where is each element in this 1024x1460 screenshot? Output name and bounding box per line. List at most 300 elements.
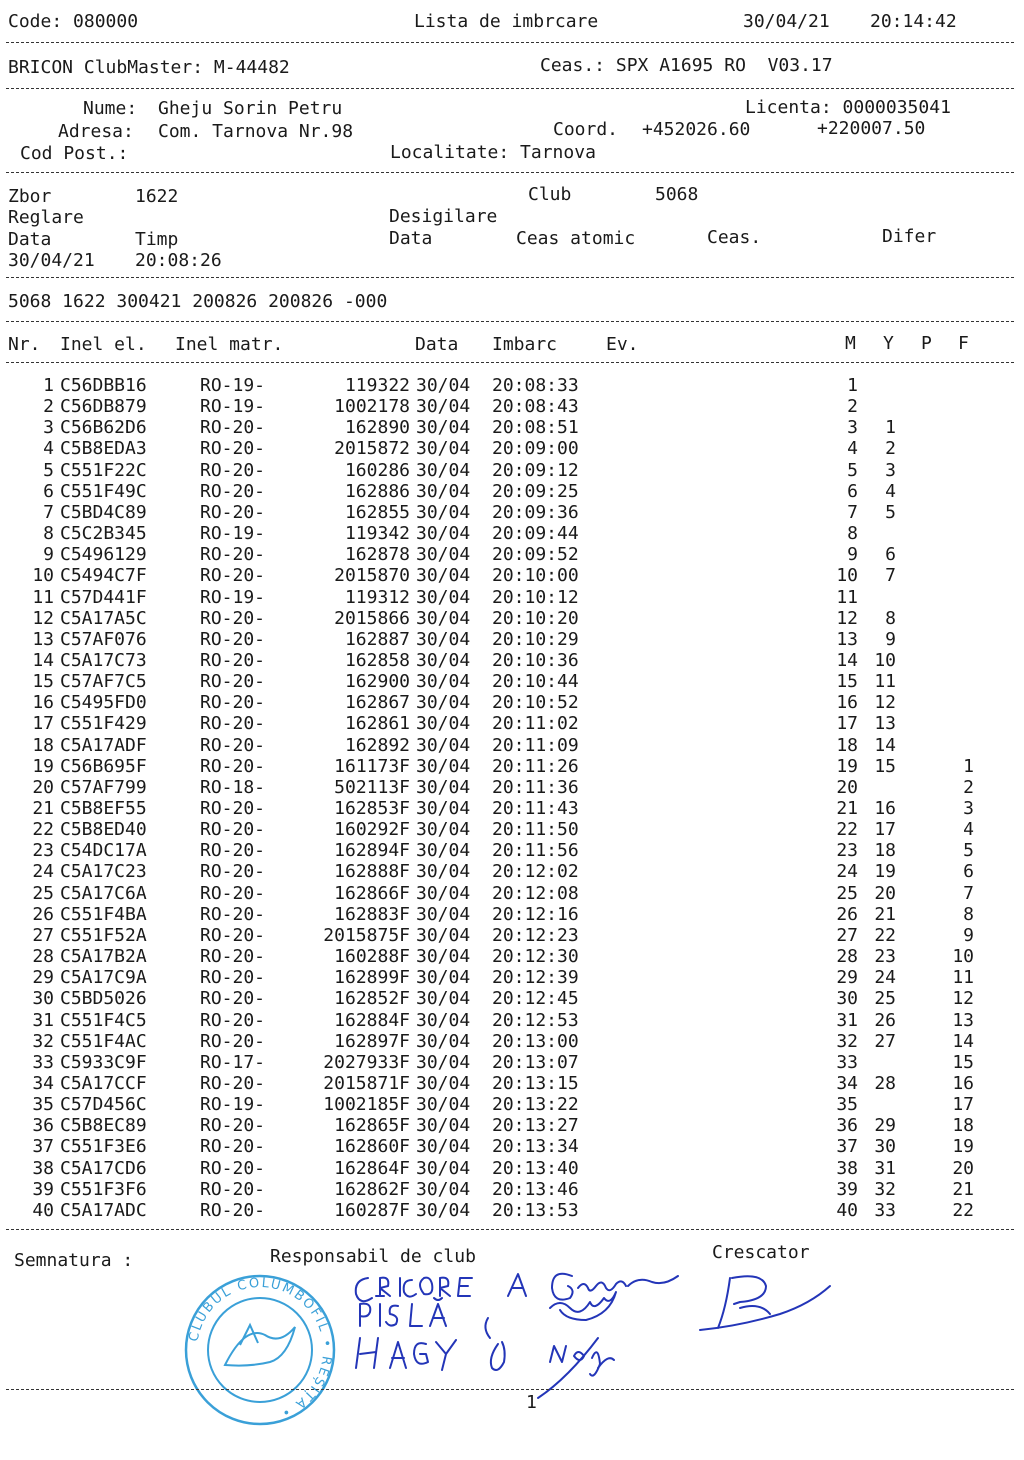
cell-time: 20:11:56 [492,840,579,862]
reglare-label: Reglare [8,207,84,228]
table-row [0,798,1024,819]
cell-time: 20:12:23 [492,924,579,946]
cell-m: 15 [836,671,858,693]
cell-nr: 1 [43,375,54,396]
breeder-label: Crescator [712,1242,810,1263]
cell-pre: RO-20- [200,692,266,714]
cell-nr: 20 [32,776,54,798]
cell-pre: RO-19- [200,523,266,545]
data-label: Data [8,229,52,250]
cell-time: 20:11:36 [492,776,579,798]
table-row [0,1179,1024,1200]
cell-num: 162900 [344,671,410,693]
cell-el: C551F3E6 [60,1136,147,1158]
cell-date: 30/04 [416,861,471,883]
cell-nr: 34 [32,1072,54,1094]
cell-f: 3 [963,798,974,819]
cell-time: 20:13:15 [492,1072,579,1094]
cell-num: 161173F [334,755,410,777]
cell-num: 2027933F [323,1051,410,1073]
cell-date: 30/04 [416,1094,471,1116]
cell-el: C5A17C6A [60,882,147,904]
table-row [0,481,1024,502]
cell-nr: 30 [32,988,54,1010]
table-row [0,565,1024,586]
table-row [0,438,1024,459]
cell-time: 20:09:12 [492,459,579,481]
cell-y: 14 [874,734,896,756]
cell-num: 162899F [334,967,410,989]
cell-num: 162858 [344,649,410,671]
cell-el: C5A17ADC [60,1199,147,1221]
table-row [0,671,1024,692]
cell-y: 26 [874,1009,896,1031]
cell-el: C5BD4C89 [60,501,147,523]
cell-pre: RO-19- [200,586,266,608]
cell-m: 3 [847,417,858,439]
cell-time: 20:13:00 [492,1030,579,1052]
cell-pre: RO-20- [200,417,266,439]
col-imbarc: Imbarc [492,334,558,355]
cell-m: 2 [847,396,858,418]
table-row [0,608,1024,629]
cell-el: C56B62D6 [60,417,147,439]
cell-num: 162890 [344,417,410,439]
cell-time: 20:13:46 [492,1178,579,1200]
cell-y: 3 [885,459,896,481]
cell-y: 24 [874,967,896,989]
table-row [0,735,1024,756]
cell-date: 30/04 [416,924,471,946]
cell-f: 7 [963,882,974,904]
cell-el: C5933C9F [60,1051,147,1073]
locality: Localitate: Tarnova [390,142,596,163]
col-inel-el: Inel el. [60,334,147,355]
cell-f: 13 [952,1009,974,1031]
cell-m: 33 [836,1051,858,1073]
cell-nr: 40 [32,1199,54,1221]
cell-el: C5A17C23 [60,861,147,883]
cell-f: 17 [952,1094,974,1116]
cell-f: 16 [952,1072,974,1094]
cell-el: C5A17CD6 [60,1157,147,1179]
cell-y: 29 [874,1115,896,1137]
cell-y: 8 [885,607,896,629]
cell-time: 20:13:22 [492,1094,579,1116]
doc-time: 20:14:42 [870,11,957,32]
cell-num: 1002178 [334,396,410,418]
zbor-label: Zbor [8,186,52,207]
cell-time: 20:12:45 [492,988,579,1010]
cell-time: 20:08:33 [492,375,579,396]
table-row [0,629,1024,650]
cell-pre: RO-20- [200,967,266,989]
cell-num: 160288F [334,946,410,968]
cell-y: 9 [885,628,896,650]
cell-num: 162855 [344,501,410,523]
cell-num: 162894F [334,840,410,862]
col-y: Y [883,333,894,354]
cell-m: 11 [836,586,858,608]
coord-lat: +452026.60 [642,119,751,140]
cell-nr: 31 [32,1009,54,1031]
cell-date: 30/04 [416,607,471,629]
cell-f: 1 [963,755,974,777]
cell-f: 22 [952,1199,974,1221]
cell-time: 20:11:26 [492,755,579,777]
cell-date: 30/04 [416,586,471,608]
data2-label: Data [389,228,433,249]
cell-date: 30/04 [416,628,471,650]
cell-f: 21 [952,1178,974,1200]
divider [6,42,1014,43]
cell-pre: RO-20- [200,459,266,481]
cell-m: 28 [836,946,858,968]
cell-num: 2015866 [334,607,410,629]
coord-label: Coord. [553,119,619,140]
divider [6,321,1014,322]
table-row [0,502,1024,523]
cell-time: 20:09:00 [492,438,579,460]
cell-time: 20:11:09 [492,734,579,756]
cell-time: 20:12:02 [492,861,579,883]
cell-num: 162887 [344,628,410,650]
cell-el: C5A17CCF [60,1072,147,1094]
club-responsible-label: Responsabil de club [270,1246,476,1267]
cell-date: 30/04 [416,671,471,693]
divider [6,362,1014,363]
cell-date: 30/04 [416,649,471,671]
cell-el: C5BD5026 [60,988,147,1010]
cell-time: 20:12:39 [492,967,579,989]
cell-time: 20:09:36 [492,501,579,523]
cell-pre: RO-20- [200,1030,266,1052]
cell-nr: 32 [32,1030,54,1052]
cell-y: 27 [874,1030,896,1052]
cell-pre: RO-20- [200,628,266,650]
cell-m: 39 [836,1178,858,1200]
cell-date: 30/04 [416,565,471,587]
cell-date: 30/04 [416,501,471,523]
cell-el: C5A17C9A [60,967,147,989]
cell-y: 33 [874,1199,896,1221]
desigilare-label: Desigilare [389,206,498,227]
table-row [0,1158,1024,1179]
cell-num: 162892 [344,734,410,756]
table-row [0,756,1024,777]
cell-m: 29 [836,967,858,989]
divider [6,172,1014,173]
cell-f: 8 [963,903,974,925]
cell-date: 30/04 [416,480,471,502]
cell-m: 40 [836,1199,858,1221]
divider [6,1229,1014,1230]
cell-nr: 2 [43,396,54,418]
cell-nr: 17 [32,713,54,735]
cell-num: 160292F [334,819,410,841]
col-nr: Nr. [8,334,41,355]
cell-time: 20:11:43 [492,798,579,819]
cell-y: 25 [874,988,896,1010]
cell-nr: 11 [32,586,54,608]
cell-y: 20 [874,882,896,904]
cell-nr: 13 [32,628,54,650]
owner-address: Com. Tarnova Nr.98 [158,121,354,142]
cell-el: C5A17A5C [60,607,147,629]
postal-code: Cod Post.: [20,143,129,164]
timp-label: Timp [135,229,179,250]
cell-nr: 36 [32,1115,54,1137]
cell-date: 30/04 [416,946,471,968]
col-data: Data [415,334,459,355]
cell-num: 2015875F [323,924,410,946]
table-row [0,988,1024,1009]
divider [6,88,1014,89]
cell-y: 19 [874,861,896,883]
cell-pre: RO-20- [200,1157,266,1179]
cell-y: 6 [885,544,896,566]
cell-date: 30/04 [416,967,471,989]
cell-pre: RO-20- [200,734,266,756]
cell-f: 2 [963,776,974,798]
cell-pre: RO-20- [200,1199,266,1221]
cell-pre: RO-20- [200,903,266,925]
cell-y: 11 [874,671,896,693]
cell-num: 162878 [344,544,410,566]
cell-nr: 3 [43,417,54,439]
cell-pre: RO-20- [200,438,266,460]
clock-id: Ceas.: SPX A1695 RO V03.17 [540,55,833,76]
cell-date: 30/04 [416,840,471,862]
cell-f: 4 [963,819,974,841]
table-row [0,1115,1024,1136]
cell-num: 160287F [334,1199,410,1221]
table-row [0,819,1024,840]
cell-el: C57AF076 [60,628,147,650]
cell-pre: RO-20- [200,882,266,904]
table-row [0,967,1024,988]
cell-nr: 16 [32,692,54,714]
svg-text:CLUBUL COLUMBOFIL • REȘIȚA •: CLUBUL COLUMBOFIL • REȘIȚA • [186,1275,335,1421]
cell-f: 14 [952,1030,974,1052]
cell-num: 162861 [344,713,410,735]
table-row [0,1073,1024,1094]
signature-label: Semnatura : [14,1250,134,1271]
club-label: Club [528,184,572,205]
cell-m: 19 [836,755,858,777]
table-row [0,713,1024,734]
cell-pre: RO-20- [200,1178,266,1200]
cell-nr: 37 [32,1136,54,1158]
cell-pre: RO-20- [200,607,266,629]
cell-m: 12 [836,607,858,629]
doc-code: Code: 080000 [8,11,139,32]
cell-m: 27 [836,924,858,946]
cell-f: 20 [952,1157,974,1179]
cell-date: 30/04 [416,438,471,460]
cell-f: 9 [963,924,974,946]
doc-title: Lista de imbrcare [414,11,599,32]
page-number: 1 [526,1392,537,1413]
cell-el: C57AF799 [60,776,147,798]
cell-m: 31 [836,1009,858,1031]
cell-time: 20:09:25 [492,480,579,502]
cell-pre: RO-18- [200,776,266,798]
cell-el: C54DC17A [60,840,147,862]
cell-m: 7 [847,501,858,523]
cell-m: 34 [836,1072,858,1094]
cell-el: C5B8ED40 [60,819,147,841]
cell-pre: RO-19- [200,1094,266,1116]
cell-el: C5A17B2A [60,946,147,968]
cell-time: 20:08:51 [492,417,579,439]
cell-date: 30/04 [416,1157,471,1179]
address-label: Adresa: [58,121,134,142]
table-row [0,396,1024,417]
cell-num: 162860F [334,1136,410,1158]
name-label: Nume: [83,98,138,119]
cell-num: 2015871F [323,1072,410,1094]
cell-el: C551F3F6 [60,1178,147,1200]
cell-y: 28 [874,1072,896,1094]
cell-el: C5B8EF55 [60,798,147,819]
cell-num: 162883F [334,903,410,925]
cell-pre: RO-20- [200,988,266,1010]
cell-y: 2 [885,438,896,460]
cell-num: 162886 [344,480,410,502]
cell-time: 20:10:00 [492,565,579,587]
cell-y: 31 [874,1157,896,1179]
cell-m: 26 [836,903,858,925]
flight-code-line: 5068 1622 300421 200826 200826 -000 [8,291,388,312]
table-row [0,946,1024,967]
cell-pre: RO-19- [200,375,266,396]
cell-num: 162884F [334,1009,410,1031]
cell-date: 30/04 [416,375,471,396]
table-row [0,523,1024,544]
cell-nr: 26 [32,903,54,925]
cell-time: 20:12:16 [492,903,579,925]
cell-m: 5 [847,459,858,481]
cell-pre: RO-20- [200,671,266,693]
table-row [0,544,1024,565]
cell-time: 20:12:30 [492,946,579,968]
table-row [0,1200,1024,1221]
cell-time: 20:11:50 [492,819,579,841]
cell-m: 36 [836,1115,858,1137]
cell-num: 2015872 [334,438,410,460]
cell-el: C551F4BA [60,903,147,925]
cell-pre: RO-20- [200,755,266,777]
reg-date: 30/04/21 [8,250,95,271]
ceas-atomic-label: Ceas atomic [516,228,636,249]
cell-f: 19 [952,1136,974,1158]
cell-nr: 24 [32,861,54,883]
cell-f: 12 [952,988,974,1010]
table-row [0,925,1024,946]
cell-y: 10 [874,649,896,671]
cell-el: C5A17C73 [60,649,147,671]
cell-f: 18 [952,1115,974,1137]
cell-num: 162853F [334,798,410,819]
cell-num: 2015870 [334,565,410,587]
cell-pre: RO-20- [200,924,266,946]
cell-time: 20:10:12 [492,586,579,608]
cell-y: 5 [885,501,896,523]
cell-m: 21 [836,798,858,819]
cell-time: 20:13:07 [492,1051,579,1073]
cell-date: 30/04 [416,544,471,566]
cell-el: C56DBB16 [60,375,147,396]
table-row [0,1031,1024,1052]
cell-m: 32 [836,1030,858,1052]
cell-pre: RO-20- [200,798,266,819]
cell-num: 160286 [344,459,410,481]
cell-nr: 7 [43,501,54,523]
cell-date: 30/04 [416,713,471,735]
cell-date: 30/04 [416,882,471,904]
cell-nr: 23 [32,840,54,862]
cell-date: 30/04 [416,1136,471,1158]
club-value: 5068 [655,184,699,205]
cell-m: 14 [836,649,858,671]
cell-time: 20:12:08 [492,882,579,904]
cell-m: 37 [836,1136,858,1158]
col-f: F [958,333,969,354]
table-row [0,904,1024,925]
cell-el: C57D441F [60,586,147,608]
cell-m: 13 [836,628,858,650]
cell-m: 9 [847,544,858,566]
table-row [0,861,1024,882]
cell-el: C5B8EDA3 [60,438,147,460]
cell-el: C5A17ADF [60,734,147,756]
handwritten-signatures-icon [340,1258,860,1418]
cell-date: 30/04 [416,903,471,925]
cell-y: 22 [874,924,896,946]
cell-nr: 14 [32,649,54,671]
club-master: BRICON ClubMaster: M-44482 [8,57,290,78]
cell-pre: RO-20- [200,713,266,735]
cell-time: 20:10:36 [492,649,579,671]
cell-pre: RO-20- [200,1072,266,1094]
cell-y: 4 [885,480,896,502]
cell-pre: RO-20- [200,840,266,862]
cell-el: C56B695F [60,755,147,777]
cell-time: 20:08:43 [492,396,579,418]
cell-time: 20:13:53 [492,1199,579,1221]
licence: Licenta: 0000035041 [745,97,951,118]
table-row [0,777,1024,798]
cell-time: 20:10:20 [492,607,579,629]
cell-m: 30 [836,988,858,1010]
cell-nr: 22 [32,819,54,841]
cell-el: C57AF7C5 [60,671,147,693]
cell-time: 20:09:44 [492,523,579,545]
cell-num: 162897F [334,1030,410,1052]
cell-time: 20:11:02 [492,713,579,735]
cell-el: C5B8EC89 [60,1115,147,1137]
cell-m: 35 [836,1094,858,1116]
cell-el: C5C2B345 [60,523,147,545]
cell-f: 10 [952,946,974,968]
table-row [0,460,1024,481]
cell-m: 17 [836,713,858,735]
cell-nr: 21 [32,798,54,819]
cell-y: 18 [874,840,896,862]
cell-m: 6 [847,480,858,502]
cell-f: 11 [952,967,974,989]
